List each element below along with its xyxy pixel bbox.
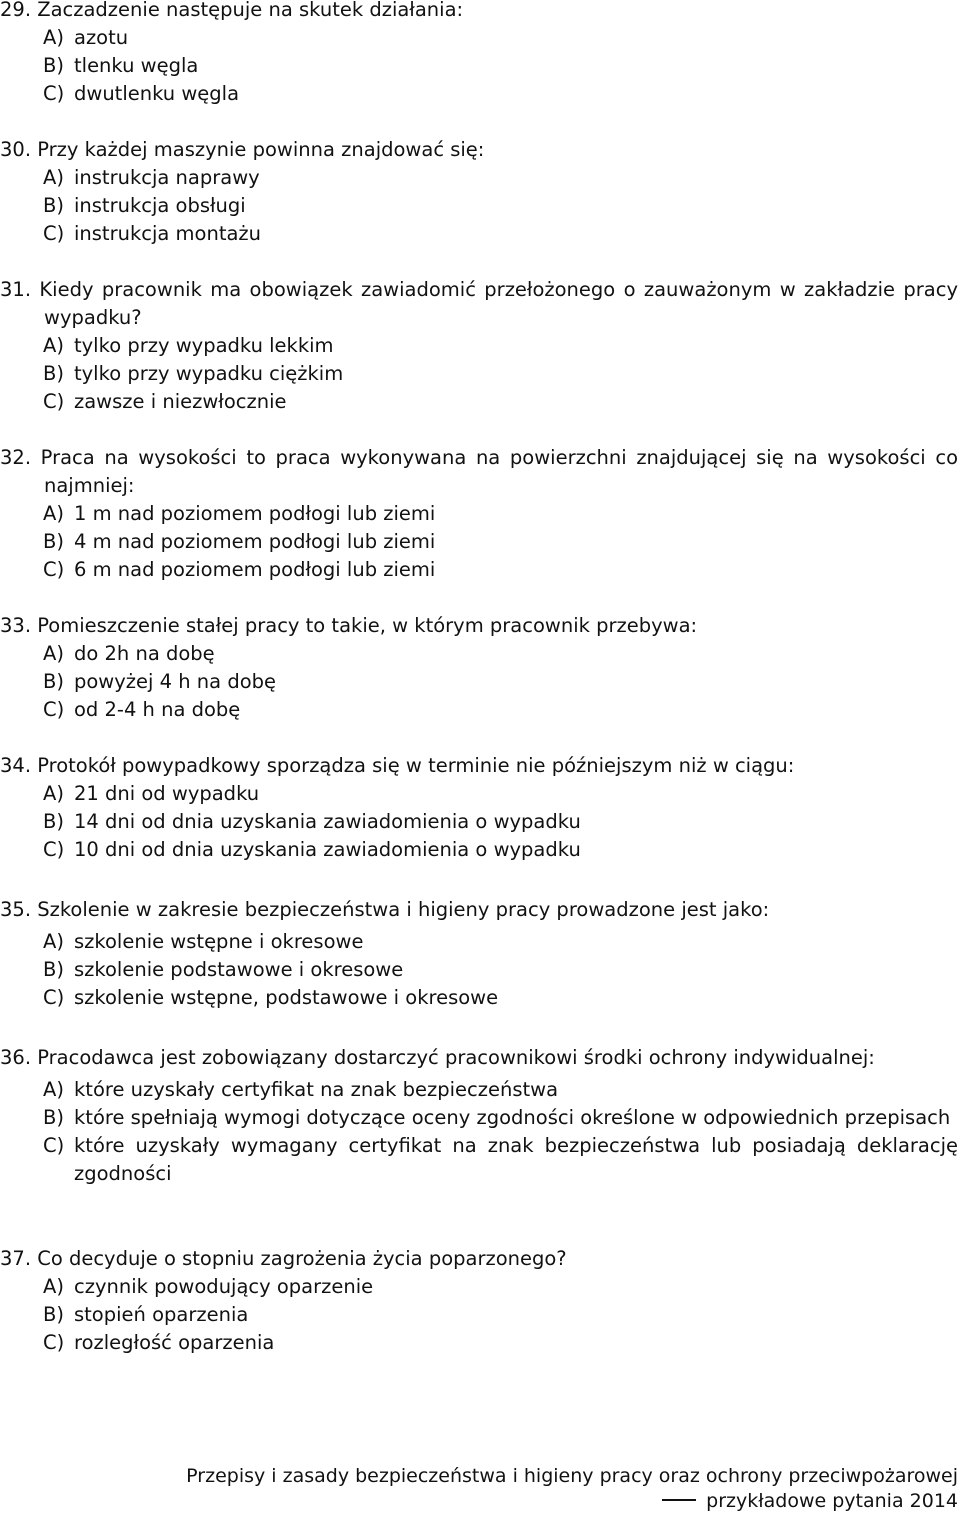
question-number: 29. — [0, 0, 32, 21]
option-a — [0, 24, 958, 52]
option-text: szkolenie wstępne, podstawowe i okresowe — [74, 986, 499, 1009]
option-text: 1 m nad poziomem podłogi lub ziemi — [74, 502, 436, 525]
question-text — [0, 0, 958, 24]
option-c — [0, 1329, 958, 1357]
question-label: Kiedy pracownik ma obowiązek zawiadomić przełożonego o zauważonym w zakładzie pracy wypadku? — [39, 278, 959, 329]
footer-subtitle-row — [58, 1489, 958, 1514]
option-b — [0, 360, 958, 388]
option-text: zawsze i niezwłocznie — [74, 390, 287, 413]
question-number: 30. — [0, 138, 32, 161]
option-letter: A) — [43, 930, 64, 953]
option-b — [0, 1301, 958, 1329]
options-list — [0, 164, 958, 248]
option-c — [0, 220, 958, 248]
question-30 — [0, 136, 958, 248]
question-label: Szkolenie w zakresie bezpieczeństwa i higieny pracy prowadzone jest jako: — [37, 898, 770, 921]
option-a — [0, 928, 958, 956]
options-list — [0, 1076, 958, 1188]
option-letter: C) — [43, 390, 65, 413]
option-a — [0, 1273, 958, 1301]
option-b — [0, 192, 958, 220]
option-letter: B) — [43, 362, 64, 385]
option-letter: A) — [43, 1078, 64, 1101]
option-text: 21 dni od wypadku — [74, 782, 260, 805]
option-letter: C) — [43, 1331, 65, 1354]
question-37 — [0, 1245, 958, 1357]
option-a — [0, 332, 958, 360]
option-letter: C) — [43, 838, 65, 861]
option-letter: A) — [43, 502, 64, 525]
question-text — [0, 136, 958, 164]
option-c — [0, 696, 958, 724]
option-text: 4 m nad poziomem podłogi lub ziemi — [74, 530, 436, 553]
question-label: Pracodawca jest zobowiązany dostarczyć pracownikowi środki ochrony indywidualnej: — [37, 1046, 875, 1069]
option-letter: B) — [43, 54, 64, 77]
option-text: azotu — [74, 26, 129, 49]
options-list — [0, 640, 958, 724]
option-text: instrukcja montażu — [74, 222, 262, 245]
question-text — [0, 752, 958, 780]
option-a — [0, 640, 958, 668]
question-text — [0, 1044, 958, 1072]
option-b — [0, 956, 958, 984]
option-b — [0, 668, 958, 696]
option-text: od 2-4 h na dobę — [74, 698, 241, 721]
option-a — [0, 1076, 958, 1104]
question-label: Zaczadzenie następuje na skutek działania: — [37, 0, 464, 21]
options-list — [0, 928, 958, 1012]
option-text: tylko przy wypadku ciężkim — [74, 362, 344, 385]
options-list — [0, 332, 958, 416]
question-label: Pomieszczenie stałej pracy to takie, w którym pracownik przebywa: — [37, 614, 698, 637]
question-34 — [0, 752, 958, 864]
option-b — [0, 808, 958, 836]
question-number: 34. — [0, 754, 32, 777]
page-footer — [58, 1464, 958, 1514]
option-letter: C) — [43, 82, 65, 105]
question-number: 31. — [0, 278, 32, 301]
options-list — [0, 780, 958, 864]
question-36 — [0, 1044, 958, 1188]
option-c — [0, 80, 958, 108]
option-text: tylko przy wypadku lekkim — [74, 334, 334, 357]
option-letter: B) — [43, 670, 64, 693]
question-number: 33. — [0, 614, 32, 637]
option-letter: B) — [43, 194, 64, 217]
option-letter: C) — [43, 558, 65, 581]
option-letter: A) — [43, 166, 64, 189]
question-32 — [0, 444, 958, 584]
question-label: Praca na wysokości to praca wykonywana na powierzchni znajdującej się na wysokości co najmniej: — [40, 446, 958, 497]
footer-title: Przepisy i zasady bezpieczeństwa i higieny pracy oraz ochrony przeciwpożarowej — [186, 1465, 958, 1487]
question-label: Protokół powypadkowy sporządza się w terminie nie późniejszym niż w ciągu: — [37, 754, 795, 777]
option-c — [0, 556, 958, 584]
option-text: szkolenie wstępne i okresowe — [74, 930, 364, 953]
option-text: 14 dni od dnia uzyskania zawiadomienia o wypadku — [74, 810, 581, 833]
options-list — [0, 500, 958, 584]
option-c — [0, 388, 958, 416]
question-33 — [0, 612, 958, 724]
option-letter: B) — [43, 810, 64, 833]
option-c — [0, 1132, 958, 1188]
option-letter: B) — [43, 530, 64, 553]
question-number: 32. — [0, 446, 32, 469]
question-text — [0, 1245, 958, 1273]
option-letter: B) — [43, 1303, 64, 1326]
option-text: instrukcja obsługi — [74, 194, 246, 217]
option-letter: C) — [43, 986, 65, 1009]
option-text: 10 dni od dnia uzyskania zawiadomienia o wypadku — [74, 838, 581, 861]
question-label: Przy każdej maszynie powinna znajdować się: — [37, 138, 485, 161]
option-a — [0, 164, 958, 192]
dash-divider — [662, 1499, 696, 1501]
option-text: dwutlenku węgla — [74, 82, 240, 105]
footer-subtitle: przykładowe pytania 2014 — [706, 1490, 958, 1512]
option-text: które uzyskały certyfikat na znak bezpieczeństwa — [74, 1078, 559, 1101]
option-text: czynnik powodujący oparzenie — [74, 1275, 374, 1298]
option-text: tlenku węgla — [74, 54, 199, 77]
option-letter: A) — [43, 642, 64, 665]
option-text: 6 m nad poziomem podłogi lub ziemi — [74, 558, 436, 581]
option-text: powyżej 4 h na dobę — [74, 670, 276, 693]
question-text — [0, 612, 958, 640]
option-text: do 2h na dobę — [74, 642, 215, 665]
option-letter: A) — [43, 782, 64, 805]
option-b — [0, 528, 958, 556]
question-text — [0, 444, 958, 500]
question-29 — [0, 0, 958, 108]
option-letter: C) — [43, 222, 65, 245]
option-letter: B) — [43, 958, 64, 981]
options-list — [0, 24, 958, 108]
question-text — [0, 276, 958, 332]
option-letter: A) — [43, 334, 64, 357]
option-b — [0, 1104, 958, 1132]
option-letter: A) — [43, 1275, 64, 1298]
question-31 — [0, 276, 958, 416]
option-letter: C) — [43, 698, 65, 721]
option-a — [0, 500, 958, 528]
option-b — [0, 52, 958, 80]
question-35 — [0, 896, 958, 1012]
question-number: 36. — [0, 1046, 32, 1069]
options-list — [0, 1273, 958, 1357]
question-number: 35. — [0, 898, 32, 921]
option-text: szkolenie podstawowe i okresowe — [74, 958, 404, 981]
question-text — [0, 896, 958, 924]
option-text: które uzyskały wymagany certyfikat na znak bezpieczeństwa lub posiadają deklarację zgodności — [74, 1134, 958, 1185]
option-c — [0, 984, 958, 1012]
option-letter: B) — [43, 1106, 64, 1129]
option-text: które spełniają wymogi dotyczące oceny zgodności określone w odpowiednich przepisach — [74, 1106, 951, 1129]
option-letter: C) — [43, 1134, 65, 1157]
option-text: rozległość oparzenia — [74, 1331, 275, 1354]
option-c — [0, 836, 958, 864]
option-a — [0, 780, 958, 808]
question-label: Co decyduje o stopniu zagrożenia życia poparzonego? — [37, 1247, 567, 1270]
option-text: stopień oparzenia — [74, 1303, 249, 1326]
option-text: instrukcja naprawy — [74, 166, 260, 189]
question-number: 37. — [0, 1247, 32, 1270]
option-letter: A) — [43, 26, 64, 49]
